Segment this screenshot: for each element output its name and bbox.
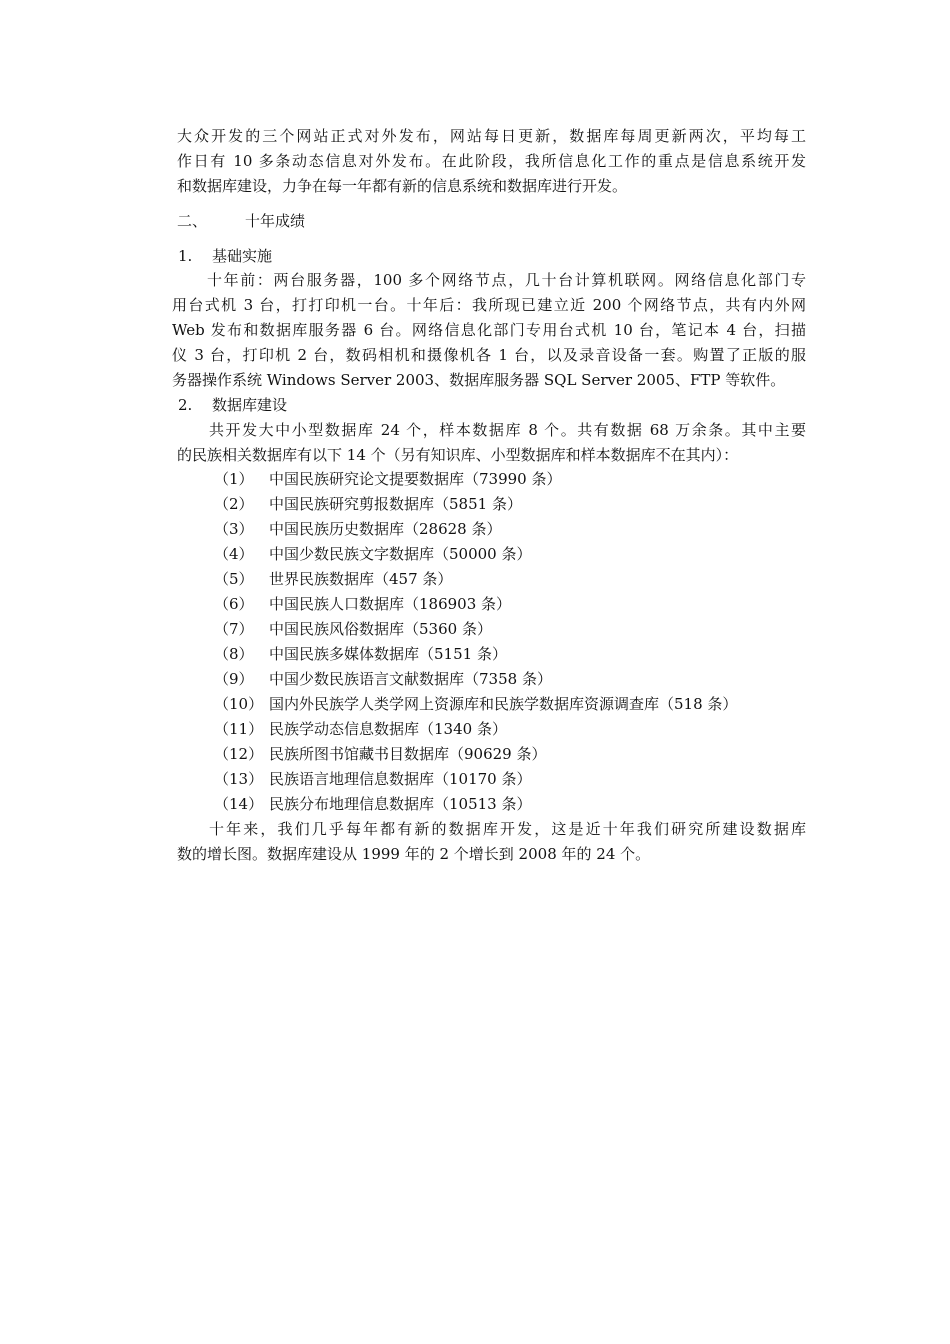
list-item-number: （3） xyxy=(214,520,254,538)
section-title: 十年成绩 xyxy=(245,212,306,230)
list-item-text: 民族分布地理信息数据库（10513 条） xyxy=(269,795,532,813)
list-item-text: 中国少数民族文字数据库（50000 条） xyxy=(269,545,532,563)
list-item-text: 中国民族研究剪报数据库（5851 条） xyxy=(269,495,522,513)
list-item-number: （2） xyxy=(214,495,254,513)
list-item-number: （13） xyxy=(214,770,264,788)
subsection-title-1: 基础实施 xyxy=(212,247,273,265)
subsection-number-2: 2. xyxy=(178,396,193,414)
list-item-number: （7） xyxy=(214,620,254,638)
database-intro-line-1: 共开发大中小型数据库 24 个，样本数据库 8 个。共有数据 68 万余条。其中主要 xyxy=(209,421,806,439)
infrastructure-line-5: 务器操作系统 Windows Server 2003、数据库服务器 SQL Server 2005、FTP 等软件。 xyxy=(172,371,786,389)
list-item-text: 民族所图书馆藏书目数据库（90629 条） xyxy=(269,745,547,763)
section-number: 二、 xyxy=(177,212,208,230)
infrastructure-line-4: 仪 3 台，打印机 2 台，数码相机和摄像机各 1 台，以及录音设备一套。购置了正版的服 xyxy=(172,346,806,364)
list-item-number: （14） xyxy=(214,795,264,813)
infrastructure-line-3: Web 发布和数据库服务器 6 台。网络信息化部门专用台式机 10 台，笔记本 4 台，扫描 xyxy=(172,321,806,339)
list-item-number: （1） xyxy=(214,470,254,488)
list-item-number: （6） xyxy=(214,595,254,613)
infrastructure-line-1: 十年前：两台服务器，100 多个网络节点，几十台计算机联网。网络信息化部门专 xyxy=(207,271,806,289)
intro-line-2: 作日有 10 多条动态信息对外发布。在此阶段，我所信息化工作的重点是信息系统开发 xyxy=(177,152,806,170)
list-item-text: 中国民族研究论文提要数据库（73990 条） xyxy=(269,470,562,488)
list-item-text: 中国民族风俗数据库（5360 条） xyxy=(269,620,492,638)
list-item-number: （4） xyxy=(214,545,254,563)
list-item-text: 国内外民族学人类学网上资源库和民族学数据库资源调查库（518 条） xyxy=(269,695,738,713)
list-item-text: 中国民族多媒体数据库（5151 条） xyxy=(269,645,507,663)
list-item-number: （12） xyxy=(214,745,264,763)
infrastructure-line-2: 用台式机 3 台，打打印机一台。十年后：我所现已建立近 200 个网络节点，共有内外网 xyxy=(172,296,806,314)
list-item-text: 民族语言地理信息数据库（10170 条） xyxy=(269,770,532,788)
closing-line-1: 十年来，我们几乎每年都有新的数据库开发，这是近十年我们研究所建设数据库 xyxy=(209,820,806,838)
list-item-text: 世界民族数据库（457 条） xyxy=(269,570,453,588)
list-item-text: 中国民族历史数据库（28628 条） xyxy=(269,520,502,538)
list-item-text: 中国少数民族语言文献数据库（7358 条） xyxy=(269,670,552,688)
list-item-number: （5） xyxy=(214,570,254,588)
closing-line-2: 数的增长图。数据库建设从 1999 年的 2 个增长到 2008 年的 24 个。 xyxy=(177,845,651,863)
subsection-title-2: 数据库建设 xyxy=(212,396,288,414)
list-item-text: 民族学动态信息数据库（1340 条） xyxy=(269,720,507,738)
list-item-text: 中国民族人口数据库（186903 条） xyxy=(269,595,512,613)
list-item-number: （9） xyxy=(214,670,254,688)
intro-line-3: 和数据库建设，力争在每一年都有新的信息系统和数据库进行开发。 xyxy=(177,177,628,195)
intro-line-1: 大众开发的三个网站正式对外发布，网站每日更新，数据库每周更新两次，平均每工 xyxy=(177,127,806,145)
list-item-number: （10） xyxy=(214,695,264,713)
subsection-number-1: 1. xyxy=(178,247,193,265)
list-item-number: （11） xyxy=(214,720,264,738)
list-item-number: （8） xyxy=(214,645,254,663)
database-intro-line-2: 的民族相关数据库有以下 14 个（另有知识库、小型数据库和样本数据库不在其内）： xyxy=(177,446,739,464)
